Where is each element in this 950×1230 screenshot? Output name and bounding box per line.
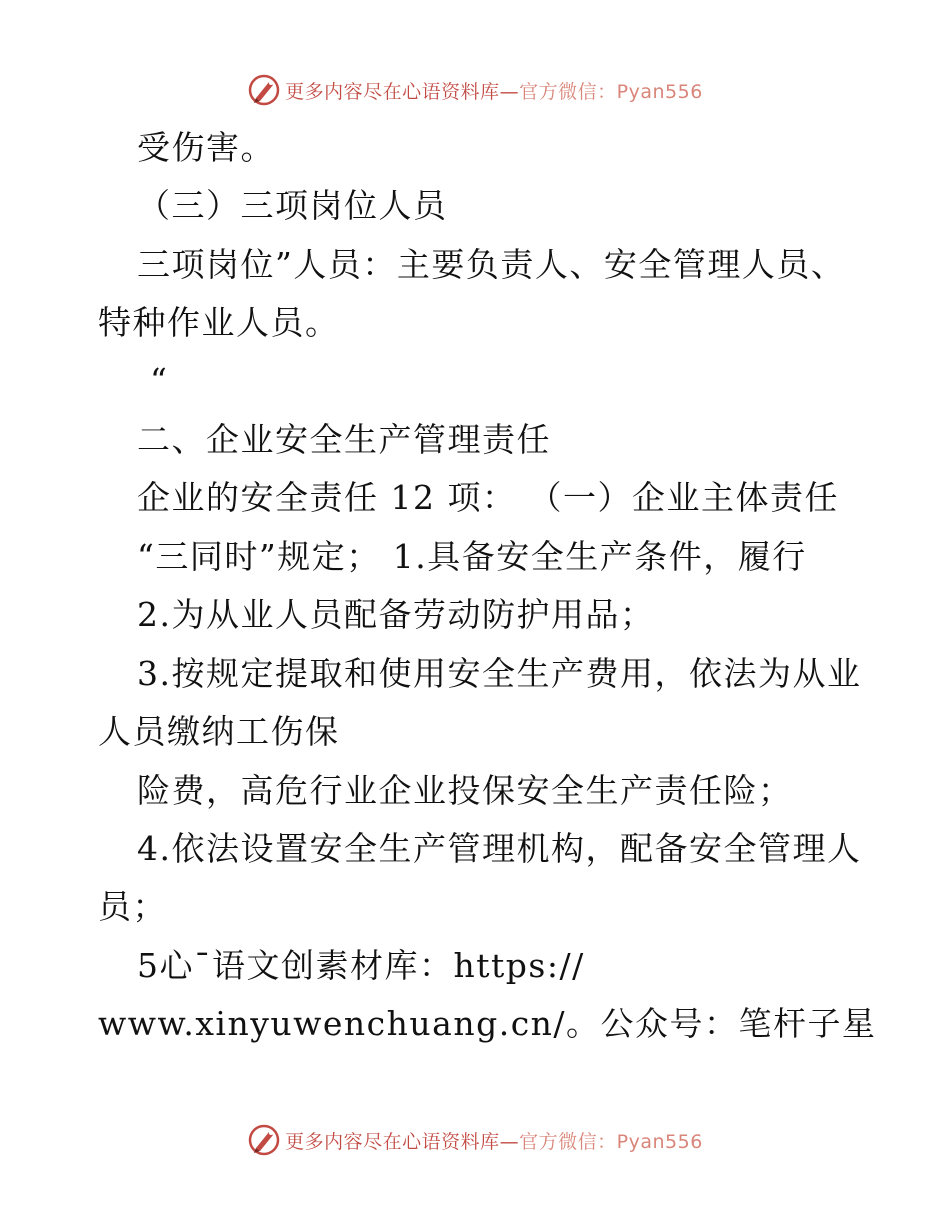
text-line: 员； — [98, 887, 167, 926]
pen-logo-icon — [247, 1123, 281, 1157]
watermark-contact: 官方微信：Pyan556 — [519, 80, 703, 103]
footer-watermark — [0, 1120, 950, 1160]
section-heading: （三）三项岗位人员 — [137, 186, 448, 225]
watermark-title: 更多内容尽在心语资料库 — [285, 1130, 500, 1153]
text-line: 3.按规定提取和使用安全生产费用，依法为从业 — [137, 654, 862, 693]
section-heading: 二、企业安全生产管理责任 — [137, 420, 551, 459]
text-line: 三项岗位”人员：主要负责人、安全管理人员、 — [137, 245, 846, 284]
watermark-title: 更多内容尽在心语资料库 — [285, 80, 500, 103]
text-line: “ — [150, 361, 169, 400]
watermark-dash: — — [499, 1130, 520, 1153]
text-line: 企业的安全责任 12 项： （一）企业主体责任 — [137, 478, 839, 517]
text-line: 2.为从业人员配备劳动防护用品； — [137, 595, 655, 634]
text-line: 险费，高危行业企业投保安全生产责任险； — [137, 771, 793, 810]
text-line: 受伤害。 — [137, 128, 275, 167]
text-line: 人员缴纳工伤保 — [98, 712, 340, 751]
text-line: 4.依法设置安全生产管理机构，配备安全管理人 — [137, 829, 862, 868]
text-line: 特种作业人员。 — [98, 303, 340, 342]
text-line: “三同时”规定； 1.具备安全生产条件，履行 — [137, 537, 807, 576]
watermark-dash: — — [499, 80, 520, 103]
header-watermark — [0, 70, 950, 110]
text-line: 5心¯语文创素材库：https:// — [137, 946, 585, 985]
pen-logo-icon — [247, 73, 281, 107]
text-line: www.xinyuwenchuang.cn/。公众号：笔杆子星 — [98, 1004, 877, 1043]
watermark-contact: 官方微信：Pyan556 — [519, 1130, 703, 1153]
